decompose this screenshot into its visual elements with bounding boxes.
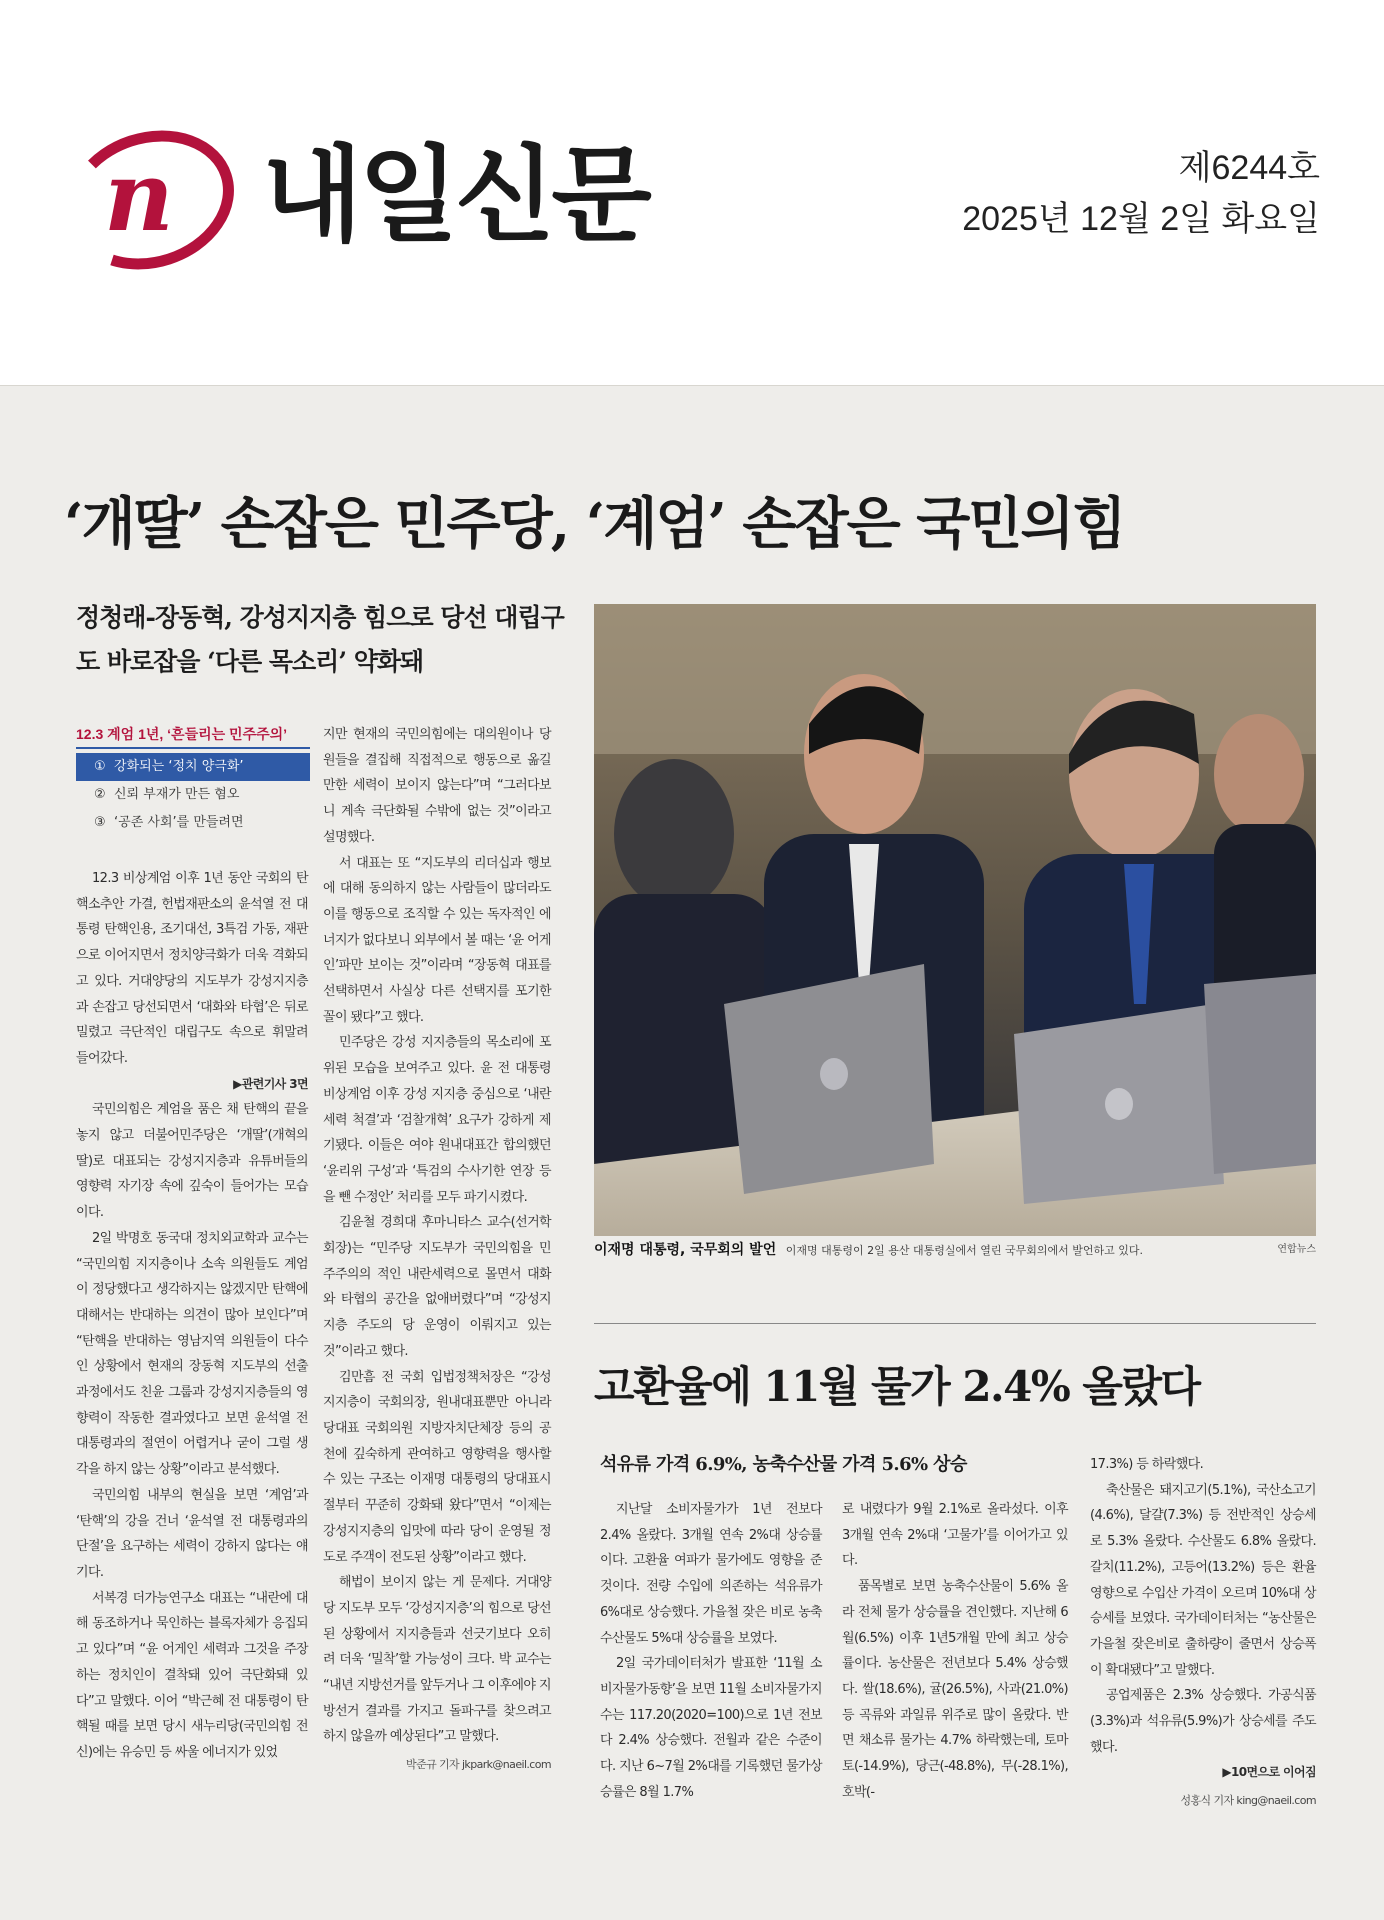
paragraph: 2일 국가데이터처가 발표한 ‘11월 소비자물가동향’을 보면 11월 소비자물가지수는 117.20(2020=100)으로 1년 전보다 2.4% 상승했다. 전월과 같은 수준이다. 지난 6~7월 2%대를 기록했던 물가상승률은 8월 1.7% (600, 1656, 822, 1800)
paragraph: 국민의힘 내부의 현실을 보면 ‘계엄’과 ‘탄핵’의 강을 건너 ‘윤석열 전 대통령과의 단절’을 요구하는 세력이 강하지 않다는 얘기다. (76, 1487, 308, 1580)
issue-number: 제6244호 (1178, 149, 1320, 187)
paragraph: 김윤철 경희대 후마니타스 교수(선거학회장)는 “민주당 지도부가 국민의힘을 민주주의의 적인 내란세력으로 몰면서 대화와 타협의 공간을 없애버렸다”며 “강성지지층 주도의 당 운영이 이뤄지고 있는 것”이라고 했다. (323, 1215, 551, 1359)
related-article-ref: ▶관련기사 3면 (233, 1076, 308, 1091)
logo-wordmark: 내일신문 (262, 134, 648, 256)
caption-title: 이재명 대통령, 국무회의 발언 (594, 1242, 777, 1258)
main-headline: ‘개딸’ 손잡은 민주당, ‘계엄’ 손잡은 국민의힘 (64, 491, 1125, 557)
main-subhead: 정청래-장동혁, 강성지지층 힘으로 당선 대립구도 바로잡을 ‘다른 목소리’ 약화돼 (76, 603, 564, 676)
masthead (0, 0, 1384, 380)
section-divider (594, 1323, 1316, 1324)
paragraph: 김만흠 전 국회 입법정책처장은 “강성 지지층이 국회의장, 원내대표뿐만 아니라 당대표 국회의원 지방자치단체장 등의 공천에 깊숙하게 관여하고 영향력을 행사할 수 있는 구조는 이재명 대통령의 당대표시절부터 꾸준히 강화돼 왔다”면서 “이제는 강성지지층의 입맛에 따라 당이 운영될 정도로 주객이 전도된 상황”이라고 했다. (323, 1369, 551, 1565)
caption-text: 이재명 대통령이 2일 용산 대통령실에서 열린 국무회의에서 발언하고 있다. (785, 1244, 1143, 1257)
second-article-column-3 (1090, 1452, 1316, 1814)
issue-info (962, 145, 1320, 247)
paragraph: 품목별로 보면 농축수산물이 5.6% 올라 전체 물가 상승률을 견인했다. 지난해 6월(6.5%) 이후 1년5개월 만에 최고 상승률이다. 농산물은 전년보다 5.4% 상승했다. 쌀(18.6%), 귤(26.5%), 사과(21.0%) 등 곡류와 과일류 위주로 많이 올랐다. 반면 채소류 물가는 4.7% 하락했는데, 토마토(-14.9%), 당근(-48.8%), 무(-28.1%), 호박(- (842, 1579, 1068, 1800)
series-item-1: ① 강화되는 ‘정치 양극화’ (76, 753, 310, 781)
issue-date: 2025년 12월 2일 화요일 (962, 200, 1320, 238)
photo-credit: 연합뉴스 (1277, 1244, 1316, 1255)
series-box (76, 723, 310, 837)
series-title: 12.3 계엄 1년, ‘흔들리는 민주주의’ (76, 723, 310, 749)
paragraph: 2일 박명호 동국대 정치외교학과 교수는 “국민의힘 지지층이나 소속 의원들도 계엄이 정당했다고 생각하지는 않겠지만 탄핵에 대해서는 반대하는 의견이 많아 보인다”며 “탄핵을 반대하는 영남지역 의원들이 다수인 상황에서 현재의 장동혁 지도부의 선출 과정에서도 친윤 그룹과 강성지지층들의 영향력이 작동한 결과였다고 보면 윤석열 전 대통령과의 절연이 어렵거나 굳이 그럴 생각을 하지 않는 상황”이라고 분석했다. (76, 1230, 308, 1478)
series-item-3: ③ ‘공존 사회’를 만들려면 (94, 815, 244, 830)
byline: 성홍식 기자 king@naeil.com (1180, 1794, 1316, 1808)
cabinet-meeting-photo (594, 604, 1316, 1236)
paragraph: 12.3 비상계엄 이후 1년 동안 국회의 탄핵소추안 가결, 헌법재판소의 윤석열 전 대통령 탄핵인용, 조기대선, 3특검 가동, 재판으로 이어지면서 정치양극화가 더욱 격화되고 있다. 거대양당의 지도부가 강성지지층과 손잡고 당선되면서 ‘대화와 타협’은 뒤로 밀렸고 극단적인 대립구도 속으로 휘말려 들어갔다. (76, 871, 308, 1066)
photo-illustration (594, 604, 1316, 1236)
paragraph: 공업제품은 2.3% 상승했다. 가공식품(3.3%)과 석유류(5.9%)가 상승세를 주도했다. (1090, 1688, 1316, 1755)
paragraph: 서 대표는 또 “지도부의 리더십과 행보에 대해 동의하지 않는 사람들이 많더라도 이를 행동으로 조직할 수 있는 독자적인 에너지가 없다보니 외부에서 볼 때는 ‘윤 어게인’파만 보이는 것”이라며 “장동혁 대표를 선택하면서 사실상 다른 선택지를 포기한 꼴이 됐다”고 했다. (323, 855, 552, 1025)
paragraph: 17.3%) 등 하락했다. (1090, 1457, 1204, 1472)
paragraph: 국민의힘은 계엄을 품은 채 탄핵의 끝을 놓지 않고 더불어민주당은 ‘개딸’(개혁의 딸)로 대표되는 강성지지층과 유튜버들의 영향력 자기장 속에 깊숙이 들어가는 모습이다. (76, 1102, 308, 1221)
second-headline: 고환율에 11월 물가 2.4% 올랐다 (594, 1362, 1200, 1411)
paragraph: 축산물은 돼지고기(5.1%), 국산소고기(4.6%), 달걀(7.3%) 등 전반적인 상승세로 5.3% 올랐다. 수산물도 6.8% 올랐다. 갈치(11.2%), 고등어(13.2%) 등은 환율 영향으로 수입산 가격이 오르며 10%대 상승세를 보였다. 국가데이터처는 “농산물은 가을철 잦은비로 출하량이 줄면서 상승폭이 확대됐다”고 말했다. (1090, 1482, 1316, 1678)
paragraph: 로 내렸다가 9월 2.1%로 올라섰다. 이후 3개월 연속 2%대 ‘고물가’를 이어가고 있다. (842, 1502, 1068, 1569)
paragraph: 지난달 소비자물가가 1년 전보다 2.4% 올랐다. 3개월 연속 2%대 상승률이다. 고환율 여파가 물가에도 영향을 준 것이다. 전량 수입에 의존하는 석유류가 6%대로 상승했다. 가을철 잦은 비로 농축수산물도 5%대 상승률을 보였다. (600, 1502, 822, 1646)
paragraph: 서복경 더가능연구소 대표는 “내란에 대해 동조하거나 묵인하는 블록자체가 응집되고 있다”며 “윤 어게인 세력과 그것을 주장하는 정치인이 결착돼 있어 극단화돼 있다”고 말했다. 이어 “박근혜 전 대통령이 탄핵될 때를 보면 당시 새누리당(국민의힘 전신)에는 유승민 등 싸울 에너지가 있었 (76, 1590, 308, 1760)
paragraph: 지만 현재의 국민의힘에는 대의원이나 당원들을 결집해 직접적으로 행동으로 옮길 만한 세력이 보이지 않는다”며 “그러다보니 계속 극단화될 수밖에 없는 것”이라고 설명했다. (323, 727, 551, 845)
svg-text:n: n (104, 140, 174, 253)
continued-ref: ▶10면으로 이어짐 (1222, 1765, 1316, 1780)
main-article-column-1 (76, 866, 308, 1766)
naeil-logo-icon (64, 122, 240, 274)
main-article-column-2 (323, 722, 551, 1778)
byline: 박준규 기자 jkpark@naeil.com (406, 1758, 551, 1772)
second-subhead: 석유류 가격 6.9%, 농축수산물 가격 5.6% 상승 (600, 1454, 967, 1475)
second-article-column-1 (600, 1497, 822, 1805)
paragraph: 해법이 보이지 않는 게 문제다. 거대양당 지도부 모두 ‘강성지지층’의 힘으로 당선된 상황에서 지지층들과 선긋기보다 오히려 더욱 ‘밀착’할 가능성이 크다. 박 교수는 “내년 지방선거를 앞두거나 그 이후에야 지방선거 결과를 가지고 돌파구를 찾으려고 하지 않을까 예상된다”고 말했다. (323, 1575, 552, 1745)
second-article-column-2 (842, 1497, 1068, 1805)
photo-caption (594, 1240, 1316, 1261)
series-item-2: ② 신뢰 부재가 만든 혐오 (94, 787, 240, 802)
paragraph: 민주당은 강성 지지층들의 목소리에 포위된 모습을 보여주고 있다. 윤 전 대통령 비상계엄 이후 강성 지지층 중심으로 ‘내란세력 척결’과 ‘검찰개혁’ 요구가 강하게 제기됐다. 이들은 여야 원내대표간 합의했던 ‘윤리위 구성’과 ‘특검의 수사기한 연장 등을 뺀 수정안’ 처리를 모두 파기시켰다. (323, 1035, 551, 1205)
